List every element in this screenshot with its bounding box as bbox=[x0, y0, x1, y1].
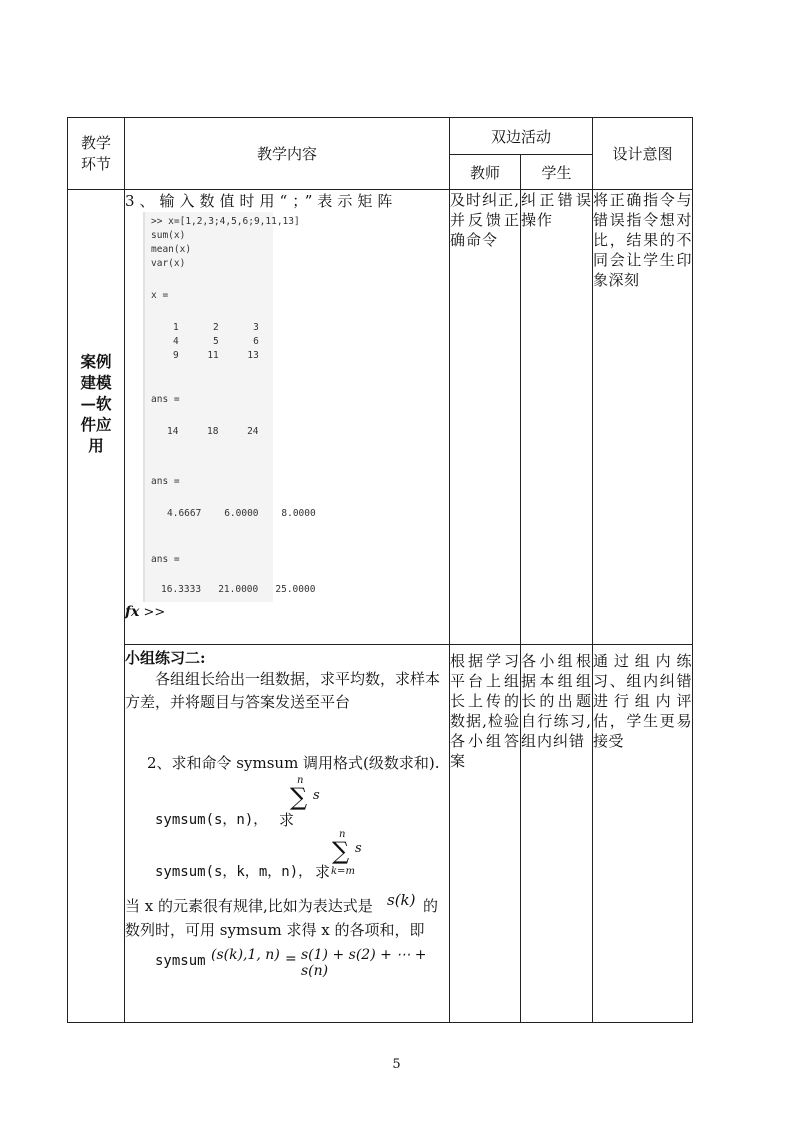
sum-upper-n: n bbox=[297, 775, 304, 786]
sigma-icon: ∑ bbox=[290, 783, 308, 811]
row1-student-text: 纠正错误操作 bbox=[521, 191, 593, 229]
row1-content-line: 3、输入数值时用“；”表示矩阵 bbox=[125, 192, 398, 210]
para-line-a bbox=[125, 889, 449, 919]
header-segment-text: 教学环节 bbox=[80, 133, 111, 173]
header-segment bbox=[68, 118, 125, 190]
sum-term-s: s bbox=[313, 788, 320, 803]
symsum-form2 bbox=[125, 829, 449, 885]
sigma-icon: ∑ bbox=[332, 837, 350, 865]
code-line: 16.3333 21.0000 25.0000 bbox=[161, 584, 316, 595]
code-line: 4.6667 6.0000 8.0000 bbox=[167, 508, 316, 519]
equals-sign: = bbox=[285, 951, 297, 967]
para-a-end: 的 bbox=[423, 897, 439, 915]
sum-upper-n: n bbox=[339, 829, 346, 840]
final-expansion: s(1) + s(2) + ⋯ + s(n) bbox=[301, 947, 427, 979]
row1-teacher-text: 及时纠正,并反馈正确命令 bbox=[450, 191, 520, 249]
code-line: ans = bbox=[151, 476, 180, 487]
final-args: (s(k),1, n) bbox=[211, 947, 280, 963]
header-content-text: 教学内容 bbox=[256, 145, 317, 163]
code-line: 1 2 3 bbox=[173, 322, 259, 333]
header-student bbox=[521, 155, 593, 190]
row2-student bbox=[521, 645, 593, 1023]
sk-expr: s(k) bbox=[387, 891, 416, 909]
final-cmd: symsum bbox=[155, 953, 206, 969]
page-number: 5 bbox=[392, 1057, 401, 1072]
code-line: 14 18 24 bbox=[167, 426, 259, 437]
sum-lower-k: k=m bbox=[331, 866, 355, 877]
para-a-text: 当 x 的元素很有规律,比如为表达式是 bbox=[125, 897, 373, 915]
code-line: >> x=[1,2,3;4,5,6;9,11,13] bbox=[151, 216, 300, 227]
symsum-form1-text: 求 bbox=[279, 811, 295, 829]
row1-intent-text: 将正确指令与错误指令想对比，结果的不同会让学生印象深刻 bbox=[593, 191, 693, 289]
row2-intent-text: 通过组内练习、组内纠错进行组内评估，学生更易接受 bbox=[593, 652, 693, 750]
row1-intent bbox=[593, 190, 693, 645]
symsum-form1 bbox=[125, 773, 449, 829]
symsum-form2-cmd: symsum(s，k，m，n)， bbox=[155, 864, 313, 880]
row2-student-text: 各小组根据本组组长的出题自行练习,组内纠错 bbox=[521, 652, 593, 750]
segment-cell bbox=[68, 190, 125, 1023]
symsum-intro: 2、求和命令 symsum 调用格式(级数求和). bbox=[147, 754, 440, 772]
prompt-text: >> bbox=[143, 605, 166, 620]
code-line: var(x) bbox=[151, 258, 186, 269]
final-formula bbox=[125, 947, 449, 977]
para-line-b bbox=[125, 919, 449, 947]
sum-term-s: s bbox=[355, 841, 362, 856]
row1-student bbox=[521, 190, 593, 645]
row2-teacher bbox=[450, 645, 521, 1023]
header-content bbox=[125, 118, 450, 190]
code-line: x = bbox=[151, 290, 169, 301]
header-student-text: 学生 bbox=[541, 163, 572, 182]
header-bilateral bbox=[450, 118, 593, 155]
code-line: sum(x) bbox=[151, 230, 186, 241]
para-b-text: 数列时，可用 symsum 求得 x 的各项和，即 bbox=[125, 921, 425, 939]
code-line: mean(x) bbox=[151, 244, 192, 255]
fx-icon: fx bbox=[125, 604, 140, 620]
symsum-form2-text: 求 bbox=[315, 863, 331, 881]
header-bilateral-text: 双边活动 bbox=[491, 127, 552, 146]
row1-teacher bbox=[450, 190, 521, 645]
symsum-form1-cmd: symsum(s，n)， bbox=[155, 812, 268, 828]
matlab-output bbox=[143, 212, 316, 602]
code-line: ans = bbox=[151, 394, 180, 405]
code-line: ans = bbox=[151, 554, 180, 565]
header-teacher bbox=[450, 155, 521, 190]
lesson-table bbox=[67, 117, 693, 1023]
segment-label: 案例建模—软件应用 bbox=[80, 352, 112, 455]
code-line: 4 5 6 bbox=[173, 336, 259, 347]
code-line: 9 11 13 bbox=[173, 350, 259, 361]
header-intent-text: 设计意图 bbox=[612, 145, 673, 163]
header-teacher-text: 教师 bbox=[469, 163, 500, 182]
command-prompt bbox=[125, 604, 449, 624]
row1-content bbox=[125, 190, 450, 645]
group-exercise-title: 小组练习二: bbox=[125, 649, 206, 667]
header-intent bbox=[593, 118, 693, 190]
row2-content bbox=[125, 645, 450, 1023]
row2-teacher-text: 根据学习平台上组长上传的数据,检验各小组答案 bbox=[450, 652, 520, 770]
row2-intent bbox=[593, 645, 693, 1023]
group-exercise-desc: 各组组长给出一组数据，求平均数，求样本方差，并将题目与答案发送至平台 bbox=[125, 670, 441, 711]
